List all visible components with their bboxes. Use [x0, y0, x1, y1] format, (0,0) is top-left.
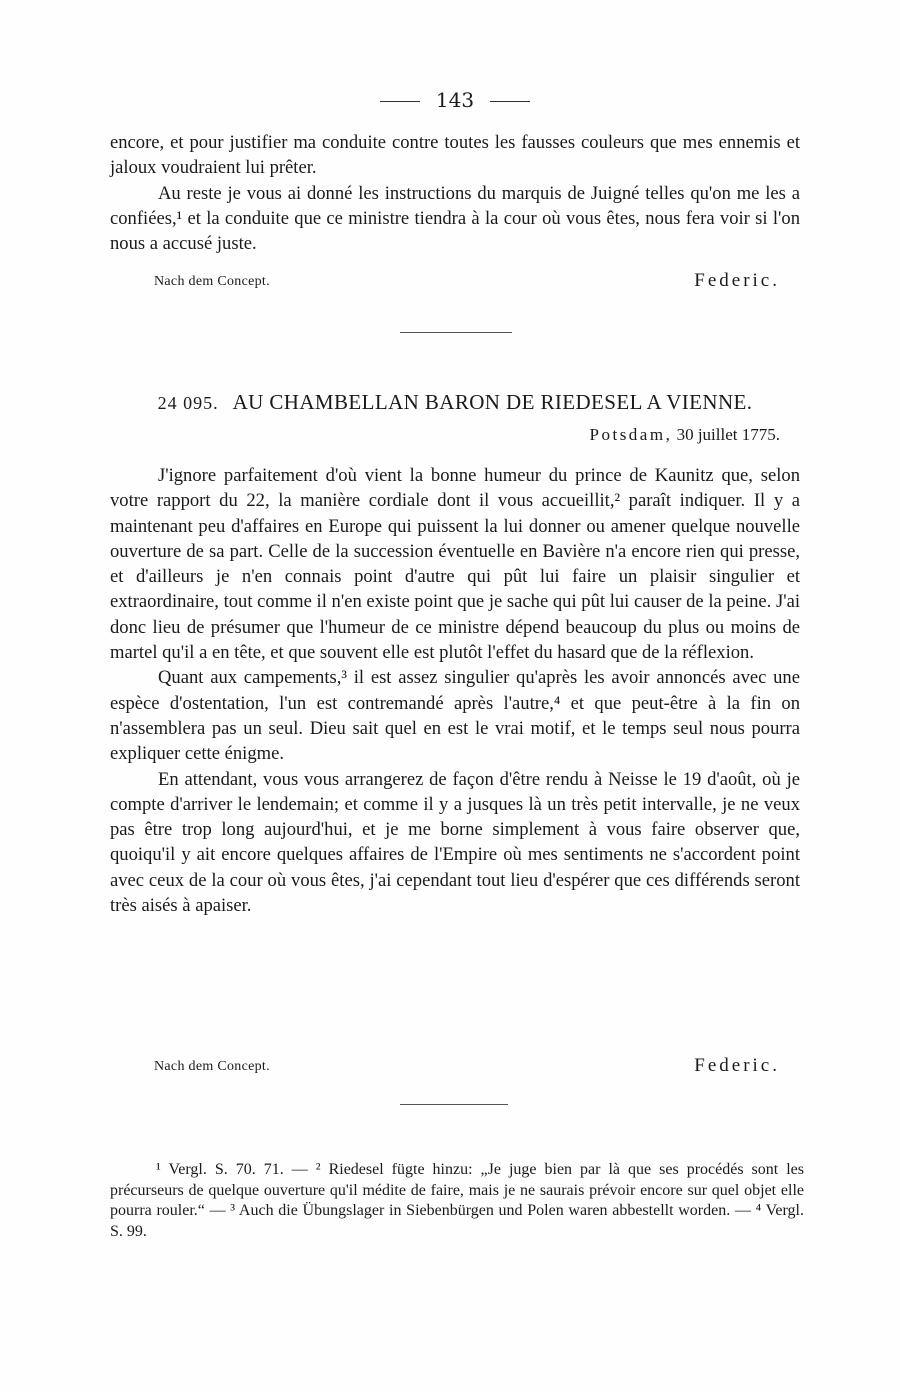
- letter-place: Potsdam,: [589, 425, 673, 444]
- footnotes: [110, 1160, 804, 1242]
- letter-paragraph-2: Quant aux campements,³ il est assez singulier qu'après les avoir annoncés avec une espèce d'ostentation, l'un est contremandé après l'autre,⁴ et que peut-être à la fin on n'assemblera pas un seul. Dieu sait quel en est le vrai motif, et le temps seul nous pourra expliquer cette énigme.: [110, 667, 800, 765]
- letter-paragraph-1: J'ignore parfaitement d'où vient la bonne humeur du prince de Kaunitz que, selon votre rapport du 22, la manière cordiale dont il vous accueillit,² paraît indiquer. Il y a maintenant peu d'affaires en Europe qui puissent la lui donner ou amener quelque nouvelle ouverture de sa part. Celle de la succession éventuelle en Bavière n'a encore rien qui presse, et d'ailleurs je n'en connais point d'autre qui pût lui faire un plaisir singulier et extraordinaire, tout comme il n'en existe point que je sache qui pût lui causer de la peine. J'ai donc lieu de présumer que l'humeur de ce ministre dépend beaucoup du plus ou moins de martel qu'il a en tête, et que souvent elle est plutôt l'effet du hasard que de la réflexion.: [110, 465, 800, 664]
- letter-heading: [110, 388, 800, 417]
- page-number: 143: [435, 88, 475, 112]
- continuation-signature-row: [110, 270, 780, 294]
- letter-date: 30 juillet 1775.: [676, 425, 780, 444]
- header-dash-left: [380, 101, 420, 102]
- letter-signature-row: [110, 1055, 780, 1079]
- continuation-text: [110, 130, 800, 256]
- header-dash-right: [490, 101, 530, 102]
- continuation-paragraph-1: encore, et pour justifier ma conduite contre toutes les fausses couleurs que mes ennemis et jaloux voudraient lui prêter.: [110, 132, 800, 179]
- source-note: Nach dem Concept.: [154, 1059, 270, 1074]
- letter-number: 24 095.: [157, 393, 219, 413]
- signature: Federic.: [694, 1055, 780, 1076]
- signature: Federic.: [694, 270, 780, 291]
- letter-dateline: [590, 425, 780, 445]
- section-divider: [400, 1104, 508, 1105]
- footnote-text: ¹ Vergl. S. 70. 71. — ² Riedesel fügte hinzu: „Je juge bien par là que ses procédés sont les précurseurs de quelque ouverture qu'il médite de faire, mais je ne saurais prévoir encore sur quel objet elle pourra rouler.“ — ³ Auch die Übungslager in Siebenbürgen und Polen waren abbestellt worden. — ⁴ Vergl. S. 99.: [110, 1161, 804, 1240]
- continuation-paragraph-2: Au reste je vous ai donné les instructions du marquis de Juigné telles qu'on me les a confiées,¹ et la conduite que ce ministre tiendra à la cour où vous êtes, nous fera voir si l'on nous a accusé juste.: [110, 182, 800, 255]
- letter-paragraph-3: En attendant, vous vous arrangerez de façon d'être rendu à Neisse le 19 d'août, où je compte d'arriver le lendemain; et comme il y a jusques là un très petit intervalle, je ne veux pas être trop long aujourd'hui, et je me borne simplement à vous faire observer que, quoiqu'il y ait encore quelques affaires de l'Empire où mes sentiments ne s'accordent point avec ceux de la cour où vous êtes, j'ai cependant tout lieu d'espérer que ces différends seront très aisés à apaiser.: [110, 768, 800, 917]
- section-divider: [400, 332, 512, 333]
- letter-title: AU CHAMBELLAN BARON DE RIEDESEL A VIENNE.: [232, 390, 753, 414]
- page-header: [110, 88, 800, 112]
- letter-body: [110, 463, 800, 918]
- source-note: Nach dem Concept.: [154, 274, 270, 289]
